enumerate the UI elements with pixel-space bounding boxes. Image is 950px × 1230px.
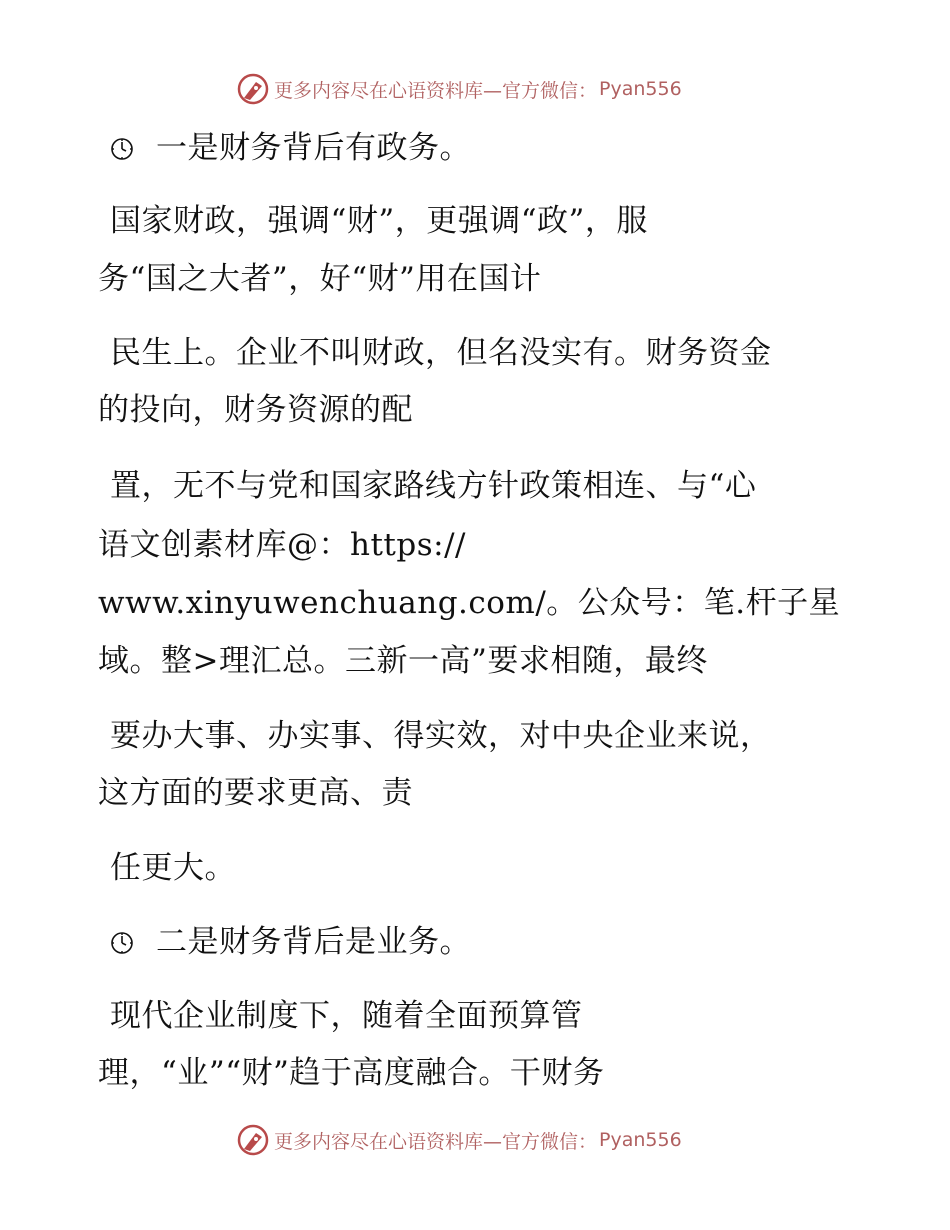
paragraph-line: www.xinyuwenchuang.com/。公众号：笔.杆子星 xyxy=(98,585,841,621)
paragraph-line: 国家财政，强调“财”，更强调“政”，服 xyxy=(110,203,648,239)
watermark-wechat-id: Pyan556 xyxy=(599,1129,682,1151)
watermark-text: 更多内容尽在心语资料库—官方微信： xyxy=(274,79,598,102)
paragraph-line: 语文创素材库@：https:// xyxy=(98,527,466,563)
paragraph-line: 民生上。企业不叫财政，但名没实有。财务资金 xyxy=(110,335,772,371)
footer-watermark xyxy=(236,1123,682,1157)
paragraph-line: 要办大事、办实事、得实效，对中央企业来说， xyxy=(110,718,772,754)
paragraph-line: 任更大。 xyxy=(110,850,236,886)
watermark-wechat-id: Pyan556 xyxy=(599,78,682,100)
section-heading-2 xyxy=(110,922,471,962)
section-heading-1 xyxy=(110,128,471,168)
paragraph-line: 的投向，财务资源的配 xyxy=(98,392,413,428)
paragraph-line: 理，“业”“财”趋于高度融合。干财务 xyxy=(98,1055,605,1091)
watermark-text: 更多内容尽在心语资料库—官方微信： xyxy=(274,1130,598,1153)
clock-icon xyxy=(110,137,134,161)
pen-nib-logo xyxy=(236,72,270,106)
paragraph-line: 这方面的要求更高、责 xyxy=(98,775,413,811)
paragraph-line: 现代企业制度下，随着全面预算管 xyxy=(110,998,583,1034)
paragraph-line: 域。整>理汇总。三新一高”要求相随，最终 xyxy=(98,643,708,679)
clock-icon xyxy=(110,931,134,955)
header-watermark xyxy=(236,72,682,106)
paragraph-line: 务“国之大者”，好“财”用在国计 xyxy=(98,261,542,297)
paragraph-line: 置，无不与党和国家路线方针政策相连、与“心 xyxy=(110,468,757,504)
heading-text: 二是财务背后是业务。 xyxy=(156,924,471,960)
pen-nib-logo xyxy=(236,1123,270,1157)
heading-text: 一是财务背后有政务。 xyxy=(156,130,471,166)
